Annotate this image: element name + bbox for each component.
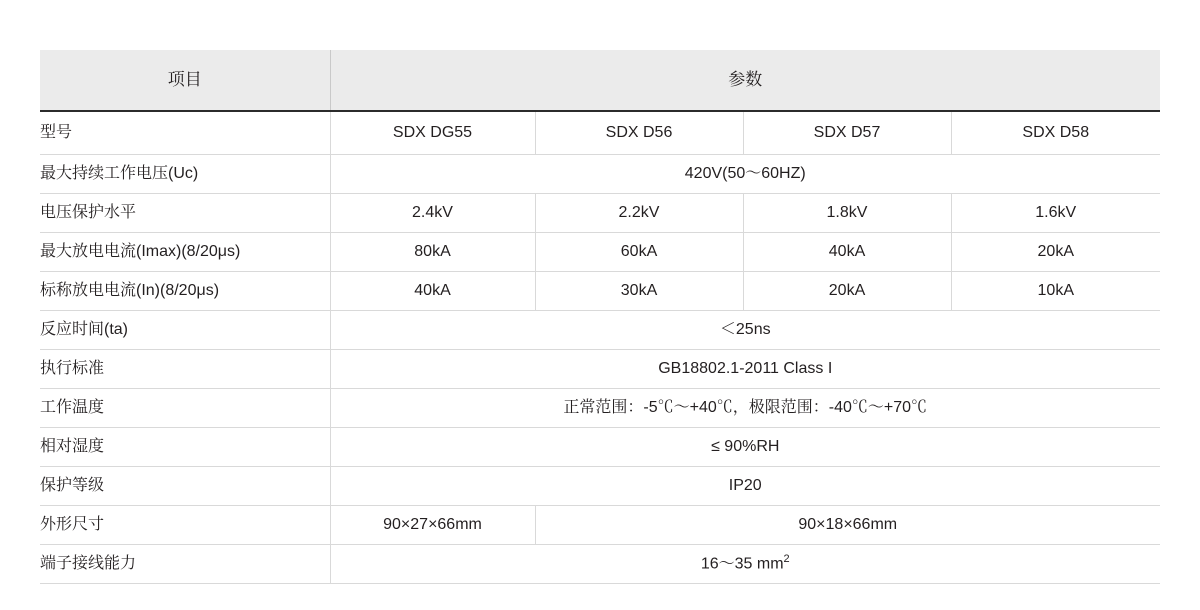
row-label: 反应时间(ta) bbox=[40, 311, 330, 350]
cell-value-span bbox=[330, 545, 1160, 584]
terminal-capacity-value: 16～35 mm bbox=[700, 555, 784, 573]
table-row bbox=[40, 506, 1160, 545]
cell-value-span: GB18802.1-2011 Class I bbox=[330, 350, 1160, 389]
cell-value: 10kA bbox=[951, 272, 1160, 311]
table-row bbox=[40, 155, 1160, 194]
cell-value: 30kA bbox=[535, 272, 743, 311]
cell-value: 1.8kV bbox=[743, 194, 951, 233]
terminal-capacity-superscript: 2 bbox=[783, 553, 790, 566]
table-row bbox=[40, 467, 1160, 506]
cell-value: SDX D57 bbox=[743, 111, 951, 155]
table-row bbox=[40, 350, 1160, 389]
table-row bbox=[40, 428, 1160, 467]
row-label: 工作温度 bbox=[40, 389, 330, 428]
cell-value: SDX DG55 bbox=[330, 111, 535, 155]
header-parameters: 参数 bbox=[330, 50, 1160, 111]
table-row bbox=[40, 389, 1160, 428]
cell-value: SDX D56 bbox=[535, 111, 743, 155]
cell-value: 20kA bbox=[951, 233, 1160, 272]
cell-value: 40kA bbox=[330, 272, 535, 311]
header-item: 项目 bbox=[40, 50, 330, 111]
row-label: 电压保护水平 bbox=[40, 194, 330, 233]
cell-value: 90×27×66mm bbox=[330, 506, 535, 545]
cell-value: 80kA bbox=[330, 233, 535, 272]
table-row bbox=[40, 272, 1160, 311]
cell-value-span: IP20 bbox=[330, 467, 1160, 506]
row-label: 标称放电电流(In)(8/20μs) bbox=[40, 272, 330, 311]
spec-sheet bbox=[40, 50, 1160, 584]
row-label: 端子接线能力 bbox=[40, 545, 330, 584]
cell-value: 1.6kV bbox=[951, 194, 1160, 233]
cell-value: SDX D58 bbox=[951, 111, 1160, 155]
cell-value: 20kA bbox=[743, 272, 951, 311]
table-row bbox=[40, 311, 1160, 350]
cell-value-span: ＜25ns bbox=[330, 311, 1160, 350]
table-row bbox=[40, 233, 1160, 272]
row-label: 外形尺寸 bbox=[40, 506, 330, 545]
cell-value-span: ≤ 90%RH bbox=[330, 428, 1160, 467]
row-label: 最大放电电流(Imax)(8/20μs) bbox=[40, 233, 330, 272]
cell-value: 2.2kV bbox=[535, 194, 743, 233]
cell-value: 60kA bbox=[535, 233, 743, 272]
row-label: 执行标准 bbox=[40, 350, 330, 389]
table-row bbox=[40, 545, 1160, 584]
row-label: 保护等级 bbox=[40, 467, 330, 506]
table-row bbox=[40, 194, 1160, 233]
cell-value-span: 正常范围：-5℃～+40℃，极限范围：-40℃～+70℃ bbox=[330, 389, 1160, 428]
row-label: 最大持续工作电压(Uc) bbox=[40, 155, 330, 194]
row-label: 型号 bbox=[40, 111, 330, 155]
table-row bbox=[40, 111, 1160, 155]
cell-value: 40kA bbox=[743, 233, 951, 272]
cell-value-span: 420V(50～60HZ) bbox=[330, 155, 1160, 194]
specification-table bbox=[40, 50, 1160, 584]
cell-value-span: 90×18×66mm bbox=[535, 506, 1160, 545]
cell-value: 2.4kV bbox=[330, 194, 535, 233]
table-header-row bbox=[40, 50, 1160, 111]
row-label: 相对湿度 bbox=[40, 428, 330, 467]
